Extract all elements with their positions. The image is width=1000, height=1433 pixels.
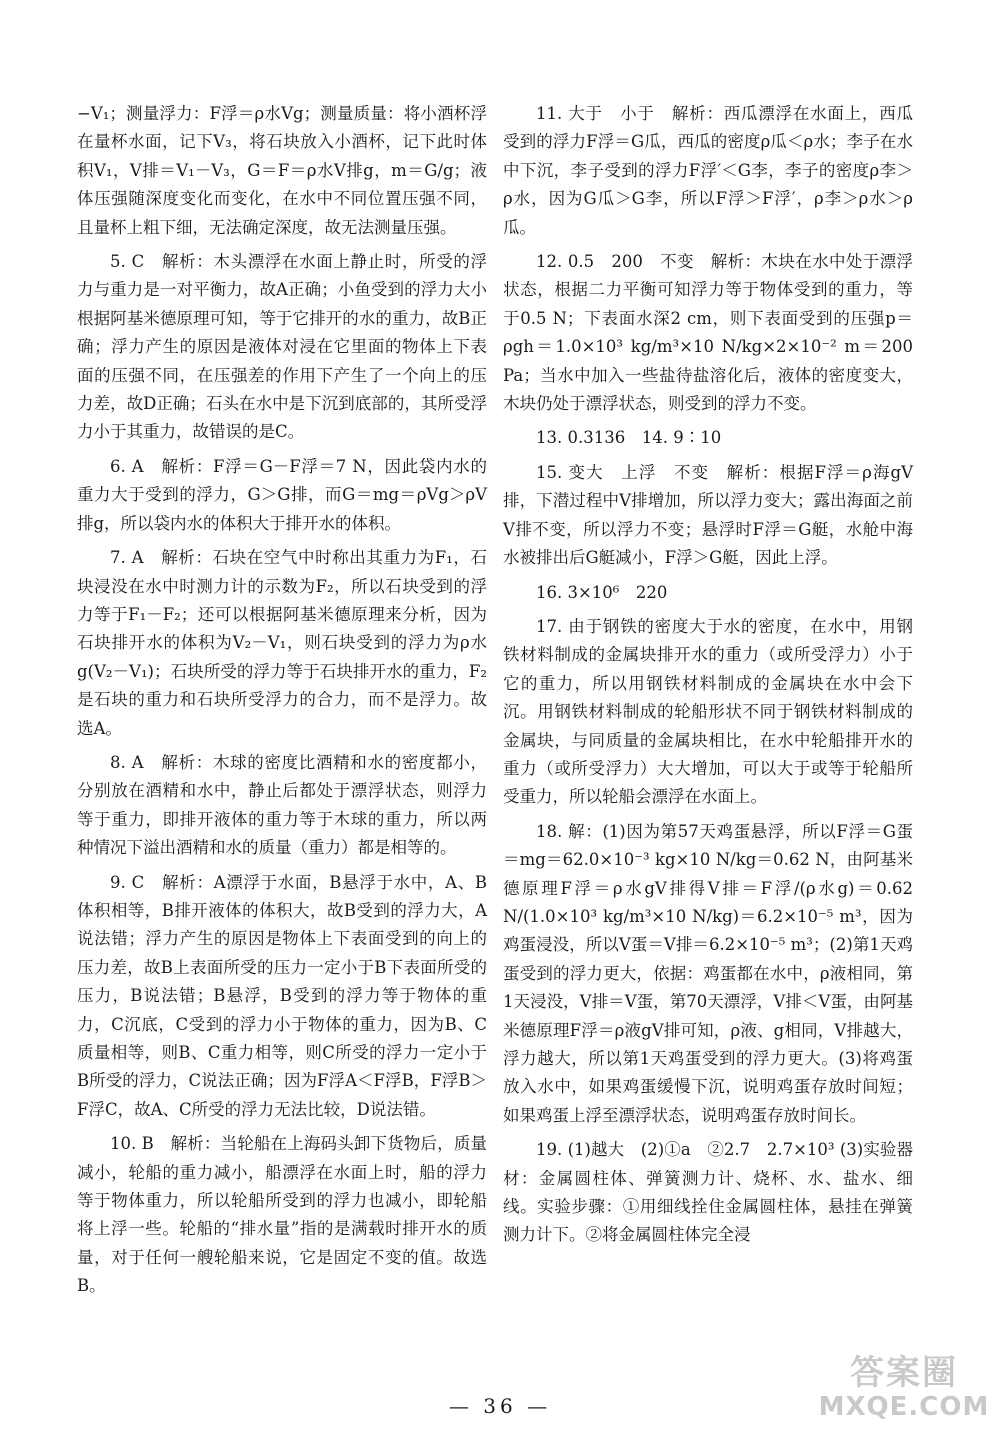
answer-6: 6. A 解析：F浮＝G－F浮＝7 N，因此袋内水的重力大于受到的浮力，G＞G排，而G＝mg＝ρVg＞ρV排g，所以袋内水的体积大于排开水的体积。	[77, 456, 487, 533]
left-column	[77, 100, 487, 1307]
answer-16: 16. 3×10⁶ 220	[536, 582, 668, 602]
paragraph-cont-4: −V₁；测量浮力：F浮＝ρ水Vg；测量质量：将小酒杯浮在量杯水面，记下V₃，将石块放入小酒杯，记下此时体积V₁，V排＝V₁－V₃，G＝F＝ρ水V排g，m＝G/g；液体压强随深度变化而变化，在水中不同位置压强不同，且量杯上粗下细，无法确定深度，故无法测量压强。	[77, 104, 487, 237]
answer-13-14: 13. 0.3136 14. 9∶10	[536, 428, 722, 448]
answer-9: 9. C 解析：A漂浮于水面，B悬浮于水中，A、B体积相等，B排开液体的体积大，故B受到的浮力大，A说法错；浮力产生的原因是物体上下表面受到的向上的压力差，故B上表面所受的压力一定小于B下表面所受的压力，B说法错；B悬浮，B受到的浮力等于物体的重力，C沉底，C受到的浮力小于物体的重力，因为B、C质量相等，则B、C重力相等，则C所受的浮力一定小于B所受的浮力，C说法正确；因为F浮A＜F浮B，F浮B＞F浮C，故A、C所受的浮力无法比较，D说法错。	[77, 872, 487, 1119]
answer-5: 5. C 解析：木头漂浮在水面上静止时，所受的浮力与重力是一对平衡力，故A正确；小鱼受到的浮力大小根据阿基米德原理可知，等于它排开的水的重力，故B正确；浮力产生的原因是液体对浸在它里面的物体上下表面的压强不同，在压强差的作用下产生了一个向上的压力差，故D正确；石头在水中是下沉到底部的，其所受浮力小于其重力，故错误的是C。	[77, 252, 487, 442]
answer-18: 18. 解：(1)因为第57天鸡蛋悬浮，所以F浮＝G蛋＝mg＝62.0×10⁻³ kg×10 N/kg＝0.62 N，由阿基米德原理F浮＝ρ水gV排得V排＝F浮/(ρ水g)＝0.62 N/(1.0×10³ kg/m³×10 N/kg)＝6.2×10⁻⁵ m³，因为鸡蛋浸没，所以V蛋＝V排＝6.2×10⁻⁵ m³；(2)第1天鸡蛋受到的浮力更大，依据：鸡蛋都在水中，ρ液相同，第1天浸没，V排＝V蛋，第70天漂浮，V排＜V蛋，由阿基米德原理F浮＝ρ液gV排可知，ρ液、g相同，V排越大，浮力越大，所以第1天鸡蛋受到的浮力更大。(3)将鸡蛋放入水中，如果鸡蛋缓慢下沉，说明鸡蛋存放时间短；如果鸡蛋上浮至漂浮状态，说明鸡蛋存放时间长。	[503, 821, 913, 1125]
answer-12: 12. 0.5 200 不变 解析：木块在水中处于漂浮状态，根据二力平衡可知浮力等于物体受到的重力，等于0.5 N；下表面水深2 cm，则下表面受到的压强p＝ρgh＝1.0×10³ kg/m³×10 N/kg×2×10⁻² m＝200 Pa；当水中加入一些盐待盐溶化后，液体的密度变大，木块仍处于漂浮状态，则受到的浮力不变。	[503, 252, 913, 414]
watermark-url: MXQE.COM	[818, 1392, 990, 1422]
answer-15: 15. 变大 上浮 不变 解析：根据F浮＝ρ海gV排，下潜过程中V排增加，所以浮力变大；露出海面之前V排不变，所以浮力不变；悬浮时F浮＝G艇，水舱中海水被排出后G艇减小，F浮＞G艇，因此上浮。	[503, 462, 913, 568]
watermark-logo	[814, 1353, 994, 1427]
right-column	[503, 100, 913, 1256]
watermark-logo-text: 答案圈	[850, 1353, 958, 1393]
answer-7: 7. A 解析：石块在空气中时称出其重力为F₁，石块浸没在水中时测力计的示数为F₂，所以石块受到的浮力等于F₁－F₂；还可以根据阿基米德原理来分析，因为石块排开水的体积为V₂－V₁，则石块受到的浮力为ρ水g(V₂－V₁)；石块所受的浮力等于石块排开水的重力，F₂是石块的重力和石块所受浮力的合力，而不是浮力。故选A。	[77, 548, 487, 738]
page-number: — 36 —	[448, 1394, 552, 1418]
answer-11: 11. 大于 小于 解析：西瓜漂浮在水面上，西瓜受到的浮力F浮＝G瓜，西瓜的密度ρ瓜＜ρ水；李子在水中下沉，李子受到的浮力F浮′＜G李，李子的密度ρ李＞ρ水，因为G瓜＞G李，所以F浮＞F浮′，ρ李＞ρ水＞ρ瓜。	[503, 104, 913, 237]
answer-19: 19. (1)越大 (2)①a ②2.7 2.7×10³ (3)实验器材：金属圆柱体、弹簧测力计、烧杯、水、盐水、细线。实验步骤：①用细线拴住金属圆柱体，悬挂在弹簧测力计下。②将金属圆柱体完全浸	[503, 1140, 913, 1245]
answer-8: 8. A 解析：木球的密度比酒精和水的密度都小，分别放在酒精和水中，静止后都处于漂浮状态，则浮力等于重力，即排开液体的重力等于木球的重力，所以两种情况下溢出酒精和水的质量（重力）都是相等的。	[77, 752, 487, 858]
answer-10: 10. B 解析：当轮船在上海码头卸下货物后，质量减小，轮船的重力减小，船漂浮在水面上时，船的浮力等于物体重力，所以轮船所受到的浮力也减小，即轮船将上浮一些。轮船的“排水量”指的是满载时排开水的质量，对于任何一艘轮船来说，它是固定不变的值。故选B。	[77, 1134, 487, 1296]
answer-17: 17. 由于钢铁的密度大于水的密度，在水中，用钢铁材料制成的金属块排开水的重力（或所受浮力）小于它的重力，所以用钢铁材料制成的金属块在水中会下沉。用钢铁材料制成的轮船形状不同于钢铁材料制成的金属块，与同质量的金属块相比，在水中轮船排开水的重力（或所受浮力）大大增加，可以大于或等于轮船所受重力，所以轮船会漂浮在水面上。	[503, 616, 913, 807]
